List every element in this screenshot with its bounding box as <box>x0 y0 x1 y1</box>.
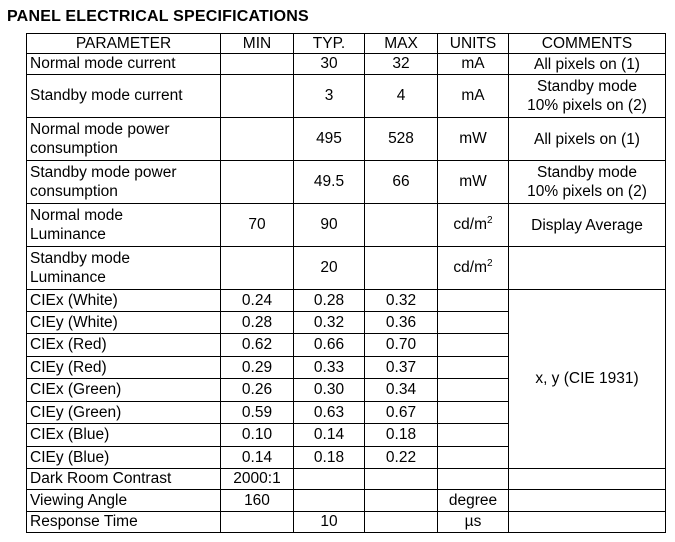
units-cell: mA <box>438 54 509 75</box>
parameter-cell: CIEx (White) <box>27 290 221 312</box>
units-superscript: 2 <box>487 215 493 226</box>
table-row <box>27 118 666 161</box>
max-cell: 66 <box>365 161 438 204</box>
units-cell: mW <box>438 161 509 204</box>
parameter-cell: CIEx (Green) <box>27 379 221 402</box>
min-cell: 0.62 <box>221 334 294 357</box>
comment-cell <box>509 75 666 118</box>
typ-cell: 0.63 <box>294 402 365 424</box>
max-cell: 32 <box>365 54 438 75</box>
cie-comment-cell: x, y (CIE 1931) <box>509 290 666 469</box>
comment-line: Standby mode <box>537 78 637 95</box>
units-cell: degree <box>438 490 509 512</box>
parameter-cell: Normal mode Luminance <box>27 204 221 247</box>
typ-cell: 3 <box>294 75 365 118</box>
units-cell <box>438 334 509 357</box>
min-cell <box>221 54 294 75</box>
table-row <box>27 161 666 204</box>
comment-cell <box>509 118 666 161</box>
typ-cell: 90 <box>294 204 365 247</box>
min-cell <box>221 118 294 161</box>
max-cell: 0.67 <box>365 402 438 424</box>
table-row <box>27 469 666 490</box>
parameter-cell: Viewing Angle <box>27 490 221 512</box>
min-cell: 2000:1 <box>221 469 294 490</box>
max-cell: 0.70 <box>365 334 438 357</box>
parameter-cell: Normal mode power consumption <box>27 118 221 161</box>
min-cell: 0.14 <box>221 447 294 469</box>
page-title: PANEL ELECTRICAL SPECIFICATIONS <box>7 8 309 25</box>
units-cell: mA <box>438 75 509 118</box>
typ-cell: 0.33 <box>294 357 365 379</box>
typ-cell: 495 <box>294 118 365 161</box>
table-header-row <box>27 34 666 54</box>
table-row <box>27 290 666 312</box>
typ-cell: 0.28 <box>294 290 365 312</box>
units-cell <box>438 469 509 490</box>
min-cell <box>221 247 294 290</box>
max-cell: 0.32 <box>365 290 438 312</box>
parameter-cell: CIEy (Blue) <box>27 447 221 469</box>
min-cell: 0.29 <box>221 357 294 379</box>
table-row <box>27 54 666 75</box>
max-cell: 0.37 <box>365 357 438 379</box>
specifications-table <box>26 33 666 533</box>
header-parameter: PARAMETER <box>27 34 221 54</box>
max-cell: 0.36 <box>365 312 438 334</box>
comment-cell <box>509 247 666 290</box>
min-cell: 0.26 <box>221 379 294 402</box>
comment-line: All pixels on (1) <box>534 55 640 73</box>
min-cell: 0.28 <box>221 312 294 334</box>
table-row <box>27 75 666 118</box>
max-cell <box>365 204 438 247</box>
comment-line: Display Average <box>531 216 643 234</box>
parameter-cell: CIEx (Blue) <box>27 424 221 447</box>
units-cell <box>438 424 509 447</box>
typ-cell: 10 <box>294 512 365 533</box>
typ-cell: 0.18 <box>294 447 365 469</box>
units-cell: $cd/m^2$ <box>438 204 509 247</box>
parameter-cell: Normal mode current <box>27 54 221 75</box>
typ-cell: 0.30 <box>294 379 365 402</box>
max-cell <box>365 512 438 533</box>
comment-cell <box>509 161 666 204</box>
typ-cell: 0.66 <box>294 334 365 357</box>
units-cell <box>438 379 509 402</box>
max-cell: 0.22 <box>365 447 438 469</box>
typ-cell: 49.5 <box>294 161 365 204</box>
units-cell <box>438 402 509 424</box>
comment-line: All pixels on (1) <box>534 130 640 148</box>
min-cell: 0.24 <box>221 290 294 312</box>
parameter-cell: Standby mode Luminance <box>27 247 221 290</box>
comment-line: 10% pixels on (2) <box>527 97 647 114</box>
min-cell <box>221 512 294 533</box>
table-row <box>27 204 666 247</box>
table-row <box>27 512 666 533</box>
parameter-cell: CIEy (Green) <box>27 402 221 424</box>
header-typ: TYP. <box>294 34 365 54</box>
units-cell: µs <box>438 512 509 533</box>
parameter-cell: Response Time <box>27 512 221 533</box>
comment-cell <box>509 204 666 247</box>
comment-cell <box>509 469 666 490</box>
parameter-cell: Standby mode current <box>27 75 221 118</box>
units-superscript: 2 <box>487 258 493 269</box>
comment-cell <box>509 490 666 512</box>
comment-line: 10% pixels on (2) <box>527 183 647 200</box>
min-cell <box>221 75 294 118</box>
typ-cell: 0.14 <box>294 424 365 447</box>
units-cell <box>438 447 509 469</box>
parameter-cell: CIEx (Red) <box>27 334 221 357</box>
parameter-cell: Dark Room Contrast <box>27 469 221 490</box>
units-cell: $cd/m^2$ <box>438 247 509 290</box>
typ-cell <box>294 469 365 490</box>
max-cell: 0.18 <box>365 424 438 447</box>
min-cell: 70 <box>221 204 294 247</box>
header-comments: COMMENTS <box>509 34 666 54</box>
comment-cell <box>509 54 666 75</box>
max-cell <box>365 490 438 512</box>
max-cell: 528 <box>365 118 438 161</box>
min-cell <box>221 161 294 204</box>
max-cell: 0.34 <box>365 379 438 402</box>
parameter-cell: Standby mode power consumption <box>27 161 221 204</box>
units-cell <box>438 290 509 312</box>
typ-cell: 20 <box>294 247 365 290</box>
parameter-cell: CIEy (Red) <box>27 357 221 379</box>
max-cell <box>365 469 438 490</box>
table-row <box>27 247 666 290</box>
units-cell <box>438 312 509 334</box>
min-cell: 0.59 <box>221 402 294 424</box>
header-units: UNITS <box>438 34 509 54</box>
max-cell <box>365 247 438 290</box>
typ-cell: 30 <box>294 54 365 75</box>
comment-line: Standby mode <box>537 164 637 181</box>
header-min: MIN <box>221 34 294 54</box>
min-cell: 0.10 <box>221 424 294 447</box>
max-cell: 4 <box>365 75 438 118</box>
units-cell <box>438 357 509 379</box>
units-cell: mW <box>438 118 509 161</box>
min-cell: 160 <box>221 490 294 512</box>
comment-cell <box>509 512 666 533</box>
typ-cell <box>294 490 365 512</box>
header-max: MAX <box>365 34 438 54</box>
parameter-cell: CIEy (White) <box>27 312 221 334</box>
typ-cell: 0.32 <box>294 312 365 334</box>
table-row <box>27 490 666 512</box>
